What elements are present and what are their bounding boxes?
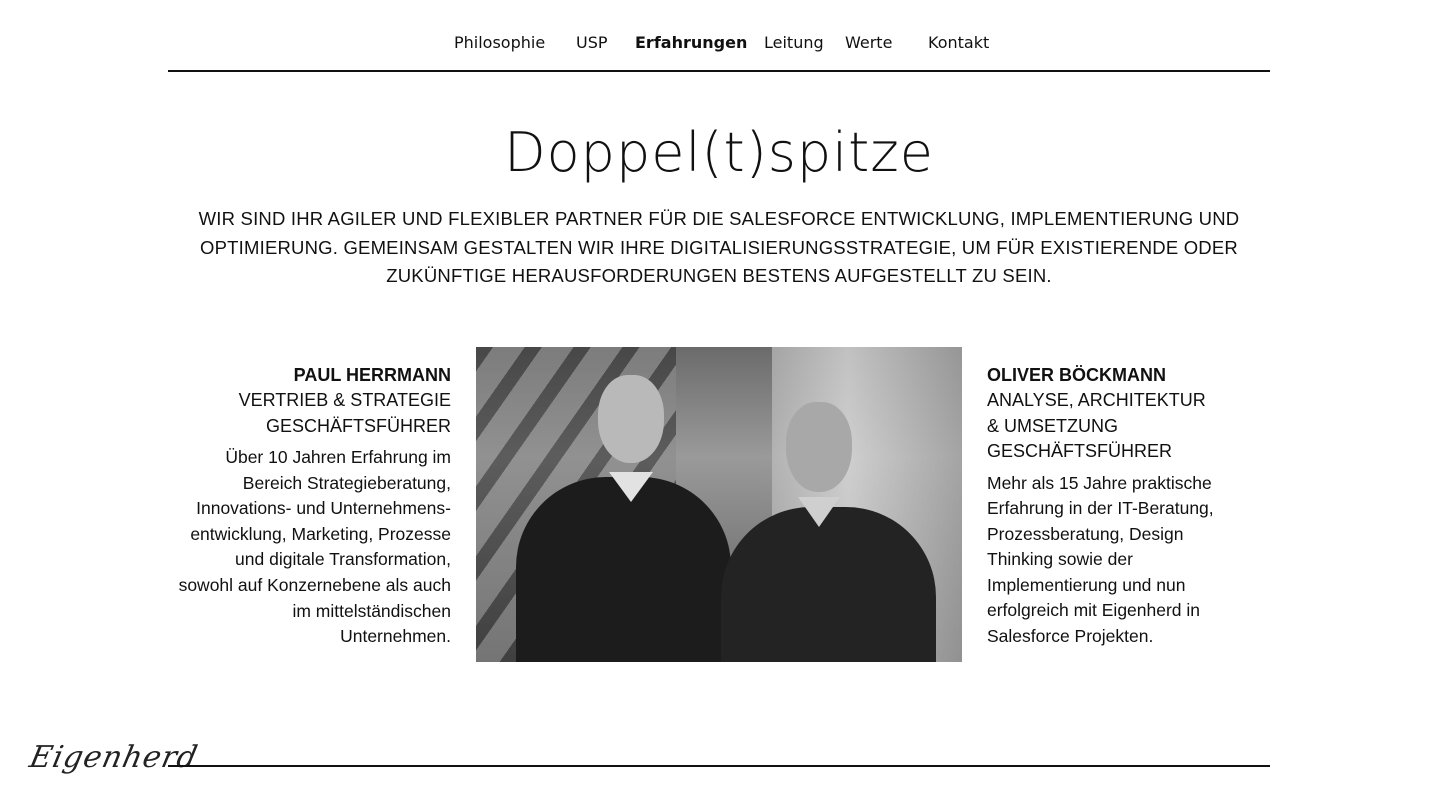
photo-person-left-body	[516, 477, 731, 662]
top-navigation	[168, 0, 1270, 72]
eigenherd-logo[interactable]: Eigenherd	[26, 740, 202, 775]
nav-item-philosophie[interactable]: Philosophie	[454, 33, 546, 52]
person-role: VERTRIEB & STRATEGIE GESCHÄFTSFÜHRER	[238, 390, 451, 436]
person-card-oliver-boeckmann	[987, 363, 1247, 650]
nav-item-leitung[interactable]: Leitung	[764, 33, 824, 52]
nav-item-werte[interactable]: Werte	[845, 33, 893, 52]
photo-person-right-body	[721, 507, 936, 662]
person-name: PAUL HERRMANN	[293, 365, 451, 385]
page-title: Doppel(t)spitze	[504, 121, 934, 184]
photo-person-right-head	[786, 402, 852, 492]
intro-text: WIR SIND IHR AGILER UND FLEXIBLER PARTNER FÜR DIE SALESFORCE ENTWICKLUNG, IMPLEMENTIERUNG UND OPTIMIERUNG. GEMEINSAM GESTALTEN WIR IHRE DIGITALISIERUNGSSTRATEGIE, UM FÜR EXISTIERENDE ODER ZUKÜNFTIGE HERAUSFORDERUNGEN BESTENS AUFGESTELLT ZU SEIN.	[198, 208, 1240, 286]
person-name: OLIVER BÖCKMANN	[987, 365, 1166, 385]
team-photo	[476, 347, 962, 662]
footer-divider	[168, 765, 1270, 767]
photo-person-left-head	[598, 375, 664, 463]
nav-item-erfahrungen[interactable]: Erfahrungen	[635, 33, 748, 52]
nav-item-usp[interactable]: USP	[576, 33, 608, 52]
person-role: ANALYSE, ARCHITEKTUR & UMSETZUNG GESCHÄFTSFÜHRER	[987, 390, 1206, 461]
person-description: Mehr als 15 Jahre praktische Erfahrung in der IT-Beratung, Prozessberatung, Design Thinking sowie der Implementierung und nun erfolgreich mit Eigenherd in Salesforce Projekten.	[987, 472, 1214, 647]
nav-item-kontakt[interactable]: Kontakt	[928, 33, 990, 52]
person-card-paul-herrmann	[141, 363, 451, 650]
person-description: Über 10 Jahren Erfahrung im Bereich Strategieberatung, Innovations- und Unternehmens- entwicklung, Marketing, Prozesse und digitale Transformation, sowohl auf Konzernebene als auch im mittelständischen Unternehmen.	[178, 447, 451, 647]
